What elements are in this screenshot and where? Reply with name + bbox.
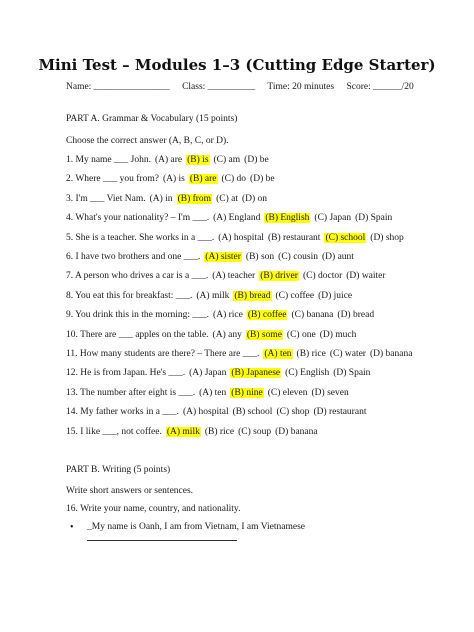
question-stem: 6. I have two brothers and one ___. <box>66 252 201 262</box>
answer-option[interactable]: (C) do <box>221 174 247 185</box>
answer-option[interactable]: (A) milk <box>196 290 230 301</box>
answer-option[interactable]: (C) water <box>329 349 366 359</box>
name-field[interactable]: Name: ________________ <box>66 82 170 92</box>
question-stem: 10. There are ___ apples on the table. <box>66 329 209 340</box>
info-line <box>66 82 424 92</box>
question-10 <box>66 330 356 340</box>
answer-option[interactable]: (C) doctor <box>302 271 343 282</box>
answer-option[interactable]: (A) ten <box>199 387 227 398</box>
answer-option[interactable]: (D) waiter <box>346 271 386 282</box>
question-7 <box>66 271 386 281</box>
selected-option[interactable]: (A) milk <box>166 426 200 437</box>
page-title: Mini Test – Modules 1–3 (Cutting Edge Starter) <box>38 56 436 74</box>
question-15 <box>66 427 318 437</box>
question-stem: 13. The number after eight is ___. <box>66 387 196 398</box>
answer-option[interactable]: (A) England <box>213 213 261 224</box>
answer-option[interactable]: (A) in <box>149 193 173 204</box>
part-a-heading: PART A. Grammar & Vocabulary (15 points) <box>66 114 238 124</box>
answer-option[interactable]: (B) rice <box>204 426 235 437</box>
question-stem: 3. I'm ___ Viet Nam. <box>66 193 146 204</box>
answer-option[interactable]: (C) coffee <box>275 290 315 301</box>
answer-option[interactable]: (D) much <box>319 329 357 340</box>
answer-option[interactable]: (B) restaurant <box>267 232 321 243</box>
selected-option[interactable]: (B) bread <box>234 290 271 301</box>
answer-option[interactable]: (A) hospital <box>218 232 264 243</box>
answer-option[interactable]: (C) banana <box>291 310 334 321</box>
selected-option[interactable]: (B) Japanese <box>231 368 281 379</box>
answer-option[interactable]: (D) be <box>244 155 269 165</box>
class-field[interactable]: Class: __________ <box>182 82 256 92</box>
answer-option[interactable]: (A) are <box>154 155 183 165</box>
part-a-instruction: Choose the correct answer (A, B, C, or D). <box>66 136 229 146</box>
answer-option[interactable]: (B) school <box>232 407 273 418</box>
answer-underline <box>87 540 237 541</box>
answer-option[interactable]: (D) aunt <box>322 252 354 262</box>
question-stem: 14. My father works in a ___. <box>66 407 179 418</box>
question-2 <box>66 174 275 184</box>
answer-option[interactable]: (A) Japan <box>189 368 227 379</box>
question-stem: 9. You drink this in the morning: ___. <box>66 310 210 321</box>
answer-option[interactable]: (B) son <box>245 252 275 262</box>
answer-option[interactable]: (D) banana <box>275 426 318 437</box>
answer-option[interactable]: (C) at <box>216 193 238 204</box>
answer-option[interactable]: (D) be <box>250 174 275 185</box>
selected-option[interactable]: (B) coffee <box>247 310 287 321</box>
selected-option[interactable]: (B) nine <box>231 387 263 398</box>
question-stem: 12. He is from Japan. He's ___. <box>66 368 186 379</box>
answer-option[interactable]: (A) is <box>162 174 185 185</box>
question-3 <box>66 194 267 204</box>
question-14 <box>66 407 366 417</box>
question-stem: 8. You eat this for breakfast: ___. <box>66 290 193 301</box>
part-b-heading: PART B. Writing (5 points) <box>66 465 171 475</box>
selected-option[interactable]: (B) are <box>189 174 217 185</box>
written-answer[interactable]: _My name is Oanh, I am from Vietnam, I am Vietnamese <box>87 522 306 532</box>
answer-option[interactable]: (D) bread <box>337 310 375 321</box>
answer-option[interactable]: (D) on <box>241 193 268 204</box>
question-13 <box>66 388 349 398</box>
question-stem: 7. A person who drives a car is a ___. <box>66 271 209 282</box>
answer-option[interactable]: (D) banana <box>369 349 413 359</box>
part-b-question: 16. Write your name, country, and nationality. <box>66 504 241 514</box>
question-stem: 11. How many students are there? – There are ___. <box>66 349 260 359</box>
answer-option[interactable]: (D) shop <box>370 232 404 243</box>
question-12 <box>66 368 370 378</box>
question-stem: 15. I like ___, not coffee. <box>66 426 162 437</box>
selected-option[interactable]: (B) some <box>246 329 282 340</box>
selected-option[interactable]: (A) sister <box>205 252 241 262</box>
selected-option[interactable]: (A) ten <box>264 349 292 359</box>
answer-option[interactable]: (A) any <box>212 329 242 340</box>
answer-option[interactable]: (B) rice <box>296 349 326 359</box>
answer-option[interactable]: (C) soup <box>238 426 272 437</box>
answer-option[interactable]: (C) am <box>213 155 241 165</box>
answer-option[interactable]: (C) cousin <box>278 252 319 262</box>
question-6 <box>66 252 354 262</box>
answer-option[interactable]: (A) teacher <box>212 271 256 282</box>
score-field[interactable]: Score: ______/20 <box>346 82 414 92</box>
answer-option[interactable]: (D) Spain <box>333 368 371 379</box>
answer-option[interactable]: (D) juice <box>318 290 353 301</box>
time-label: Time: 20 minutes <box>267 82 335 92</box>
answer-option[interactable]: (A) hospital <box>182 407 229 418</box>
answer-option[interactable]: (D) Spain <box>355 213 393 224</box>
question-stem: 1. My name ___ John. <box>66 155 151 165</box>
answer-option[interactable]: (D) restaurant <box>313 407 367 418</box>
selected-option[interactable]: (B) driver <box>260 271 298 282</box>
answer-option[interactable]: (A) rice <box>213 310 243 321</box>
question-8 <box>66 291 352 301</box>
answer-option[interactable]: (C) Japan <box>314 213 352 224</box>
question-1 <box>66 155 269 165</box>
answer-option[interactable]: (D) seven <box>311 387 349 398</box>
selected-option[interactable]: (B) from <box>177 193 212 204</box>
answer-option[interactable]: (C) English <box>285 368 330 379</box>
part-b-instruction: Write short answers or sentences. <box>66 486 194 496</box>
question-11 <box>66 349 412 359</box>
bullet-marker: • <box>70 522 74 533</box>
question-stem: 4. What's your nationality? – I'm ___. <box>66 213 210 224</box>
answer-option[interactable]: (C) one <box>286 329 316 340</box>
question-9 <box>66 310 374 320</box>
question-4 <box>66 213 392 223</box>
question-stem: 2. Where ___ you from? <box>66 174 159 185</box>
selected-option[interactable]: (B) is <box>187 155 209 165</box>
question-stem: 5. She is a teacher. She works in a ___. <box>66 232 215 243</box>
selected-option[interactable]: (C) school <box>325 232 366 243</box>
question-5 <box>66 233 404 243</box>
answer-option[interactable]: (C) shop <box>276 407 310 418</box>
answer-option[interactable]: (C) eleven <box>267 387 308 398</box>
selected-option[interactable]: (B) English <box>265 213 310 224</box>
